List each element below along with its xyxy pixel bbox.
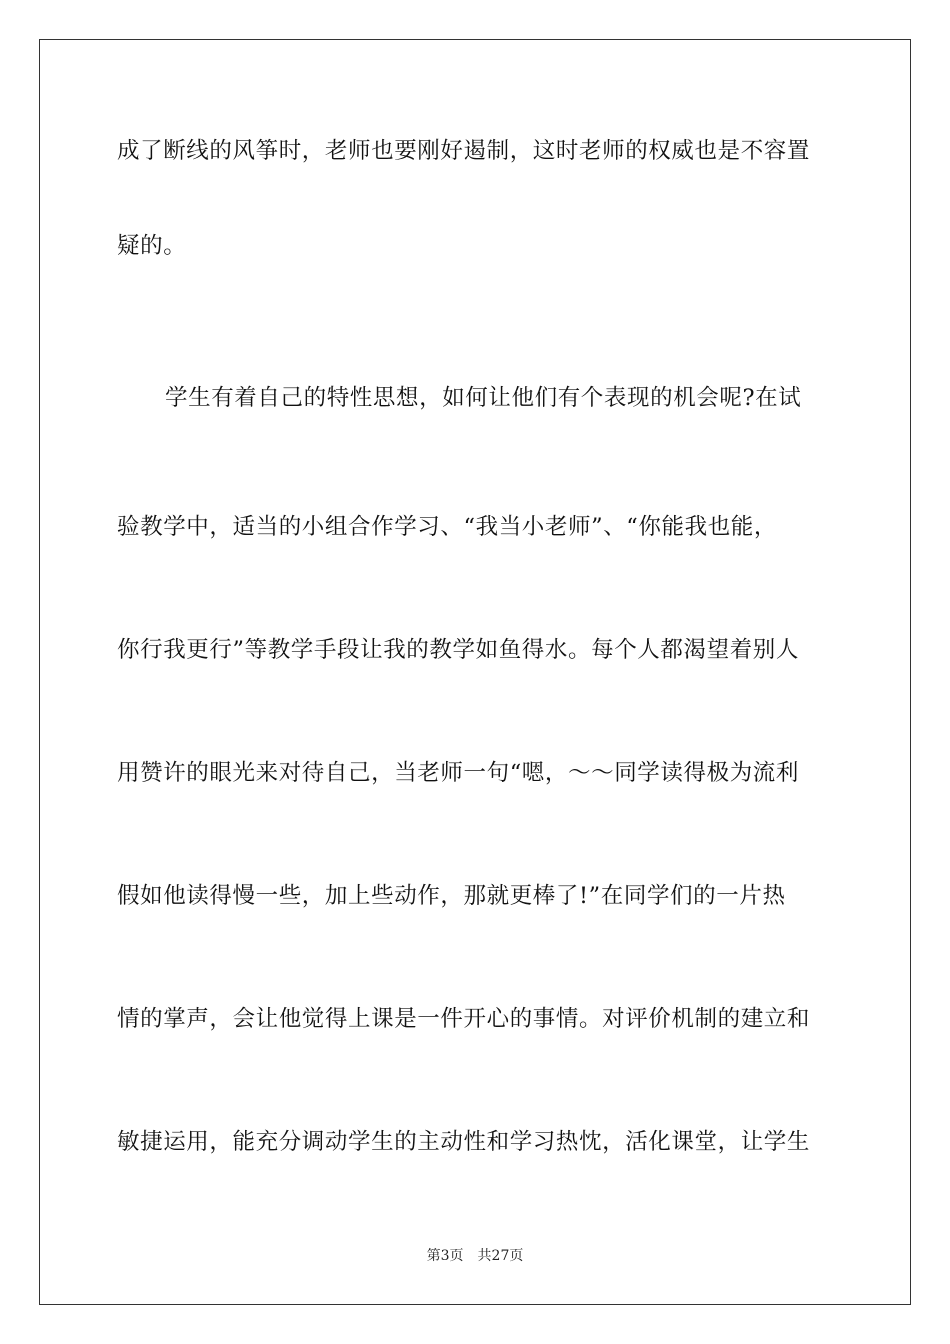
page-total: 共27页: [477, 1248, 524, 1264]
page-number: 第3页: [426, 1248, 464, 1264]
text-line: 你行我更行”等教学手段让我的教学如鱼得水。每个人都渴望着别人: [117, 637, 800, 663]
text-line: 敏捷运用，能充分调动学生的主动性和学习热忱，活化课堂，让学生: [117, 1129, 811, 1155]
paragraph-first-line: 学生有着自己的特性思想，如何让他们有个表现的机会呢?在试: [165, 385, 802, 411]
text-line: 用赞许的眼光来对待自己，当老师一句“嗯，～～同学读得极为流利: [117, 760, 800, 786]
text-line: 成了断线的风筝时，老师也要刚好遏制，这时老师的权威也是不容置: [117, 138, 811, 164]
page-footer: [0, 1245, 950, 1265]
text-line: 假如他读得慢一些，加上些动作，那就更棒了!”在同学们的一片热: [117, 883, 786, 909]
text-line: 疑的。: [117, 233, 187, 259]
text-line: 验教学中，适当的小组合作学习、“我当小老师”、“你能我也能，: [117, 514, 778, 540]
text-line: 情的掌声，会让他觉得上课是一件开心的事情。对评价机制的建立和: [117, 1006, 811, 1032]
page-border: [39, 39, 911, 1305]
